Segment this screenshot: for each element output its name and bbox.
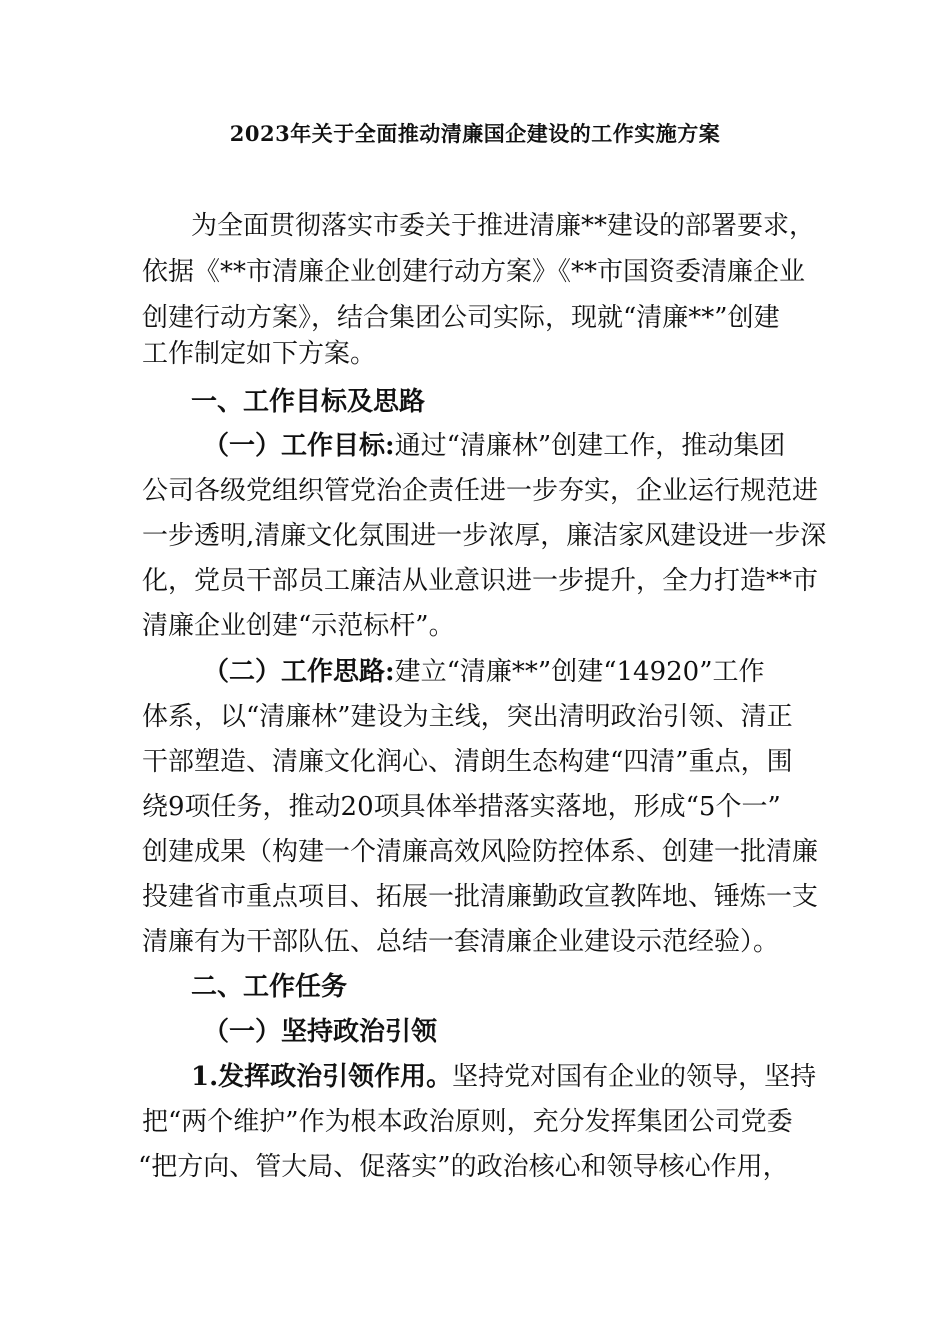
approach-line-5: 创建成果（构建一个清廉高效风险防控体系、创建一批清廉 — [142, 837, 819, 867]
approach-line-3: 干部塑造、清廉文化润心、清朗生态构建“四清”重点，围 — [142, 747, 793, 777]
document-title: 2023年关于全面推动清廉国企建设的工作实施方案 — [229, 121, 721, 146]
approach-line-4: 绕9项任务，推动20项具体举措落实落地，形成“5个一” — [142, 792, 781, 822]
intro-line-4: 工作制定如下方案。 — [142, 339, 377, 369]
item1-label: 1.发挥政治引领作用。 — [191, 1062, 453, 1092]
approach-line-6: 投建省市重点项目、拓展一批清廉勤政宣教阵地、锤炼一支 — [142, 882, 819, 912]
goal-colon: : — [385, 431, 395, 461]
intro-line-3: 创建行动方案》，结合集团公司实际，现就“清廉**”创建 — [142, 303, 780, 333]
approach-line-7: 清廉有为干部队伍、总结一套清廉企业建设示范经验）。 — [142, 927, 780, 957]
item1-line-3: “把方向、管大局、促落实”的政治核心和领导核心作用， — [138, 1152, 789, 1182]
intro-line-1: 为全面贯彻落实市委关于推进清廉**建设的部署要求， — [191, 211, 816, 241]
subsection1-heading: （一）坚持政治引领 — [203, 1017, 438, 1047]
intro-line-2: 依据《**市清廉企业创建行动方案》《**市国资委清廉企业 — [142, 257, 806, 287]
approach-label: （二）工作思路 — [203, 657, 386, 687]
section2-heading: 二、工作任务 — [191, 972, 348, 1002]
item1-first-text: 坚持党对国有企业的领导，坚持 — [452, 1062, 817, 1092]
item1-line-2: 把“两个维护”作为根本政治原则，充分发挥集团公司党委 — [142, 1107, 793, 1137]
approach-colon: : — [385, 657, 395, 687]
goal-line-3: 一步透明,清廉文化氛围进一步浓厚，廉洁家风建设进一步深 — [142, 521, 827, 551]
goal-first-line — [203, 428, 785, 464]
goal-line-4: 化，党员干部员工廉洁从业意识进一步提升，全力打造**市 — [142, 566, 819, 596]
goal-line-5: 清廉企业创建“示范标杆”。 — [142, 611, 455, 641]
goal-label: （一）工作目标 — [203, 431, 386, 461]
item1-first-line — [191, 1059, 816, 1095]
goal-line-2: 公司各级党组织管党治企责任进一步夯实，企业运行规范进 — [142, 476, 819, 506]
approach-line-2: 体系，以“清廉林”建设为主线，突出清明政治引领、清正 — [142, 702, 793, 732]
goal-first-text: 通过“清廉林”创建工作，推动集团 — [394, 431, 786, 461]
approach-first-text: 建立“清廉**”创建“14920”工作 — [394, 657, 765, 687]
section1-heading: 一、工作目标及思路 — [191, 387, 426, 417]
approach-first-line — [203, 654, 765, 690]
